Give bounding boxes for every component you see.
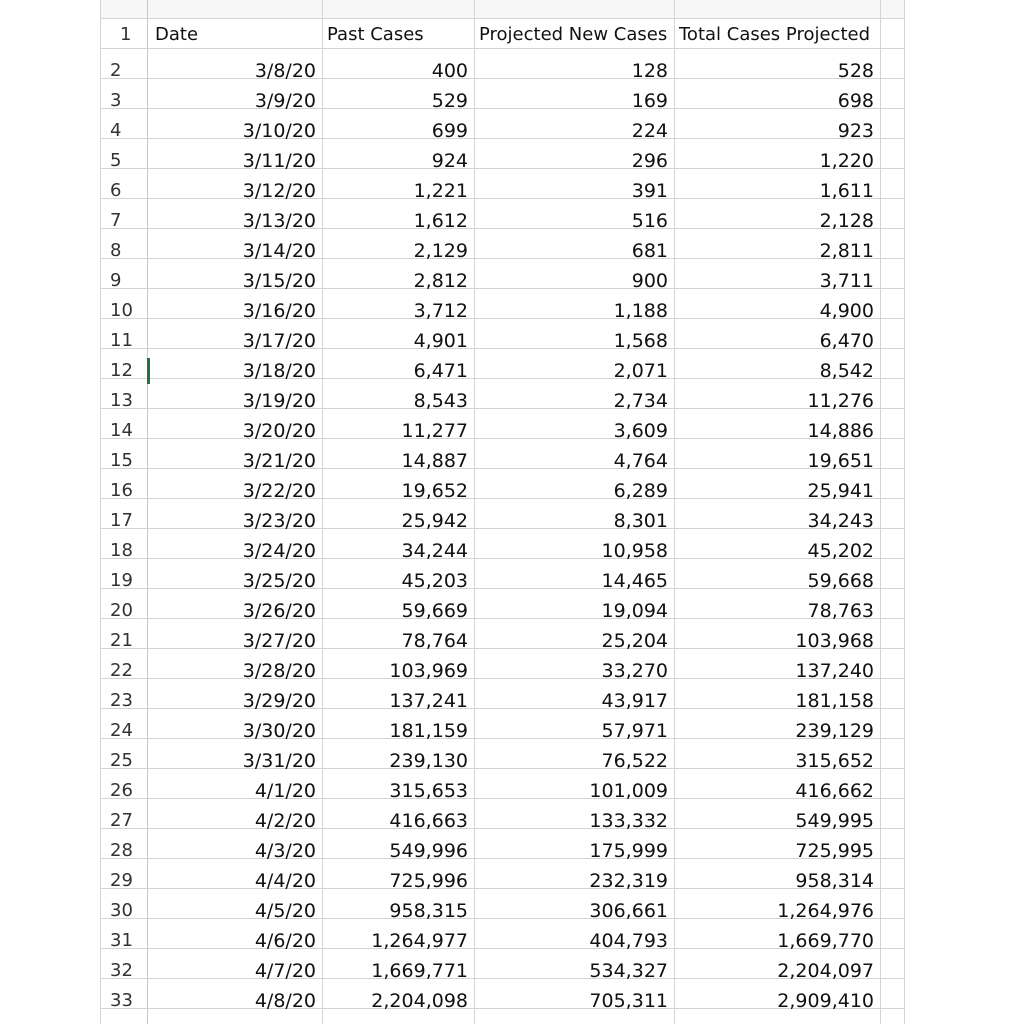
cell-past-cases[interactable]: 315,653 <box>389 780 468 802</box>
cell-date[interactable]: 3/30/20 <box>242 720 316 742</box>
cell-past-cases[interactable]: 699 <box>431 120 468 142</box>
cell-date[interactable]: 4/1/20 <box>254 780 316 802</box>
cell-total-cases-projected[interactable]: 1,611 <box>819 180 874 202</box>
cell-total-cases-projected[interactable]: 181,158 <box>795 690 874 712</box>
row-header[interactable]: 9 <box>110 270 122 291</box>
cell-date[interactable]: 3/21/20 <box>242 450 316 472</box>
selected-row-marker <box>147 358 150 384</box>
cell-date[interactable]: 4/3/20 <box>254 840 316 862</box>
header-cell-projected-new-cases[interactable]: Projected New Cases <box>479 24 668 45</box>
cell-date[interactable]: 3/10/20 <box>242 120 316 142</box>
row-header[interactable]: 2 <box>110 60 122 81</box>
cell-date[interactable]: 3/24/20 <box>242 540 316 562</box>
cell-projected-new-cases[interactable]: 43,917 <box>601 690 668 712</box>
cell-projected-new-cases[interactable]: 534,327 <box>589 960 668 982</box>
cell-date[interactable]: 3/14/20 <box>242 240 316 262</box>
cell-date[interactable]: 3/23/20 <box>242 510 316 532</box>
cell-past-cases[interactable]: 239,130 <box>389 750 468 772</box>
cell-total-cases-projected[interactable]: 958,314 <box>795 870 874 892</box>
row-header[interactable]: 28 <box>110 840 133 861</box>
row-header[interactable]: 10 <box>110 300 133 321</box>
cell-date[interactable]: 3/18/20 <box>242 360 316 382</box>
cell-past-cases[interactable]: 78,764 <box>401 630 468 652</box>
cell-projected-new-cases[interactable]: 175,999 <box>589 840 668 862</box>
row-header[interactable]: 5 <box>110 150 122 171</box>
cell-past-cases[interactable]: 3,712 <box>413 300 468 322</box>
row-header[interactable]: 19 <box>110 570 133 591</box>
cell-projected-new-cases[interactable]: 133,332 <box>589 810 668 832</box>
row-header[interactable]: 22 <box>110 660 133 681</box>
cell-past-cases[interactable]: 529 <box>431 90 468 112</box>
row-header[interactable]: 32 <box>110 960 133 981</box>
cell-projected-new-cases[interactable]: 296 <box>631 150 668 172</box>
row-header[interactable]: 12 <box>110 360 133 381</box>
cell-projected-new-cases[interactable]: 169 <box>631 90 668 112</box>
cell-projected-new-cases[interactable]: 6,289 <box>613 480 668 502</box>
cell-projected-new-cases[interactable]: 1,568 <box>613 330 668 352</box>
cell-date[interactable]: 4/8/20 <box>254 990 316 1012</box>
cell-date[interactable]: 3/11/20 <box>242 150 316 172</box>
cell-projected-new-cases[interactable]: 516 <box>631 210 668 232</box>
cell-projected-new-cases[interactable]: 14,465 <box>601 570 668 592</box>
cell-total-cases-projected[interactable]: 1,220 <box>819 150 874 172</box>
cell-projected-new-cases[interactable]: 10,958 <box>601 540 668 562</box>
cell-past-cases[interactable]: 4,901 <box>413 330 468 352</box>
cell-total-cases-projected[interactable]: 1,264,976 <box>777 900 874 922</box>
cell-total-cases-projected[interactable]: 416,662 <box>795 780 874 802</box>
row-header[interactable]: 11 <box>110 330 133 351</box>
row-header[interactable]: 17 <box>110 510 133 531</box>
cell-total-cases-projected[interactable]: 1,669,770 <box>777 930 874 952</box>
cell-past-cases[interactable]: 14,887 <box>401 450 468 472</box>
cell-past-cases[interactable]: 2,204,098 <box>371 990 468 1012</box>
cell-past-cases[interactable]: 45,203 <box>401 570 468 592</box>
row-header[interactable]: 18 <box>110 540 133 561</box>
cell-date[interactable]: 3/8/20 <box>254 60 316 82</box>
cell-total-cases-projected[interactable]: 725,995 <box>795 840 874 862</box>
cell-date[interactable]: 3/19/20 <box>242 390 316 412</box>
cell-total-cases-projected[interactable]: 59,668 <box>807 570 874 592</box>
cell-past-cases[interactable]: 924 <box>431 150 468 172</box>
column-header-strip <box>100 0 904 18</box>
row-header[interactable]: 13 <box>110 390 133 411</box>
cell-total-cases-projected[interactable]: 25,941 <box>807 480 874 502</box>
cell-projected-new-cases[interactable]: 705,311 <box>589 990 668 1012</box>
row-header[interactable]: 14 <box>110 420 133 441</box>
column-divider <box>904 0 905 1024</box>
row-header[interactable]: 7 <box>110 210 122 231</box>
cell-projected-new-cases[interactable]: 2,734 <box>613 390 668 412</box>
header-cell-date[interactable]: Date <box>155 24 199 45</box>
cell-past-cases[interactable]: 1,264,977 <box>371 930 468 952</box>
cell-projected-new-cases[interactable]: 3,609 <box>613 420 668 442</box>
cell-past-cases[interactable]: 725,996 <box>389 870 468 892</box>
cell-date[interactable]: 3/29/20 <box>242 690 316 712</box>
cell-date[interactable]: 4/6/20 <box>254 930 316 952</box>
cell-projected-new-cases[interactable]: 33,270 <box>601 660 668 682</box>
cell-past-cases[interactable]: 1,612 <box>413 210 468 232</box>
cell-total-cases-projected[interactable]: 2,204,097 <box>777 960 874 982</box>
cell-total-cases-projected[interactable]: 4,900 <box>819 300 874 322</box>
cell-past-cases[interactable]: 25,942 <box>401 510 468 532</box>
row-header[interactable]: 3 <box>110 90 122 111</box>
cell-projected-new-cases[interactable]: 25,204 <box>601 630 668 652</box>
cell-projected-new-cases[interactable]: 900 <box>631 270 668 292</box>
cell-past-cases[interactable]: 59,669 <box>401 600 468 622</box>
cell-past-cases[interactable]: 19,652 <box>401 480 468 502</box>
row-header-1[interactable]: 1 <box>120 24 132 45</box>
row-header[interactable]: 16 <box>110 480 133 501</box>
cell-past-cases[interactable]: 34,244 <box>401 540 468 562</box>
cell-date[interactable]: 3/13/20 <box>242 210 316 232</box>
row-header[interactable]: 20 <box>110 600 133 621</box>
row-header[interactable]: 23 <box>110 690 133 711</box>
row-header[interactable]: 8 <box>110 240 122 261</box>
header-cell-past-cases[interactable]: Past Cases <box>327 24 424 45</box>
row-header[interactable]: 24 <box>110 720 133 741</box>
cell-date[interactable]: 3/25/20 <box>242 570 316 592</box>
cell-projected-new-cases[interactable]: 2,071 <box>613 360 668 382</box>
cell-date[interactable]: 4/2/20 <box>254 810 316 832</box>
cell-projected-new-cases[interactable]: 57,971 <box>601 720 668 742</box>
cell-date[interactable]: 3/20/20 <box>242 420 316 442</box>
cell-total-cases-projected[interactable]: 923 <box>837 120 874 142</box>
cell-past-cases[interactable]: 1,669,771 <box>371 960 468 982</box>
row-header[interactable]: 30 <box>110 900 133 921</box>
cell-past-cases[interactable]: 2,812 <box>413 270 468 292</box>
row-header[interactable]: 26 <box>110 780 133 801</box>
cell-past-cases[interactable]: 103,969 <box>389 660 468 682</box>
cell-projected-new-cases[interactable]: 232,319 <box>589 870 668 892</box>
cell-total-cases-projected[interactable]: 11,276 <box>807 390 874 412</box>
cell-past-cases[interactable]: 8,543 <box>413 390 468 412</box>
row-header[interactable]: 31 <box>110 930 133 951</box>
column-divider <box>100 0 101 1024</box>
cell-date[interactable]: 3/27/20 <box>242 630 316 652</box>
cell-total-cases-projected[interactable]: 315,652 <box>795 750 874 772</box>
cell-projected-new-cases[interactable]: 391 <box>631 180 668 202</box>
row-header[interactable]: 4 <box>110 120 122 141</box>
cell-projected-new-cases[interactable]: 8,301 <box>613 510 668 532</box>
cell-date[interactable]: 3/22/20 <box>242 480 316 502</box>
cell-projected-new-cases[interactable]: 306,661 <box>589 900 668 922</box>
row-divider <box>100 18 904 19</box>
cell-total-cases-projected[interactable]: 698 <box>837 90 874 112</box>
cell-total-cases-projected[interactable]: 137,240 <box>795 660 874 682</box>
cell-date[interactable]: 3/12/20 <box>242 180 316 202</box>
cell-projected-new-cases[interactable]: 19,094 <box>601 600 668 622</box>
cell-total-cases-projected[interactable]: 103,968 <box>795 630 874 652</box>
cell-total-cases-projected[interactable]: 78,763 <box>807 600 874 622</box>
cell-past-cases[interactable]: 6,471 <box>413 360 468 382</box>
cell-projected-new-cases[interactable]: 1,188 <box>613 300 668 322</box>
cell-past-cases[interactable]: 549,996 <box>389 840 468 862</box>
cell-total-cases-projected[interactable]: 239,129 <box>795 720 874 742</box>
cell-past-cases[interactable]: 1,221 <box>413 180 468 202</box>
cell-date[interactable]: 4/5/20 <box>254 900 316 922</box>
cell-date[interactable]: 4/7/20 <box>254 960 316 982</box>
cell-total-cases-projected[interactable]: 34,243 <box>807 510 874 532</box>
cell-projected-new-cases[interactable]: 76,522 <box>601 750 668 772</box>
header-cell-total-cases-projected[interactable]: Total Cases Projected <box>679 24 870 45</box>
row-header[interactable]: 15 <box>110 450 133 471</box>
cell-date[interactable]: 3/15/20 <box>242 270 316 292</box>
cell-total-cases-projected[interactable]: 19,651 <box>807 450 874 472</box>
cell-date[interactable]: 3/31/20 <box>242 750 316 772</box>
cell-past-cases[interactable]: 181,159 <box>389 720 468 742</box>
cell-past-cases[interactable]: 416,663 <box>389 810 468 832</box>
cell-total-cases-projected[interactable]: 2,128 <box>819 210 874 232</box>
cell-projected-new-cases[interactable]: 404,793 <box>589 930 668 952</box>
row-header[interactable]: 27 <box>110 810 133 831</box>
cell-total-cases-projected[interactable]: 3,711 <box>819 270 874 292</box>
cell-total-cases-projected[interactable]: 6,470 <box>819 330 874 352</box>
cell-date[interactable]: 3/16/20 <box>242 300 316 322</box>
row-header[interactable]: 6 <box>110 180 122 201</box>
cell-total-cases-projected[interactable]: 549,995 <box>795 810 874 832</box>
cell-date[interactable]: 4/4/20 <box>254 870 316 892</box>
cell-projected-new-cases[interactable]: 681 <box>631 240 668 262</box>
row-header[interactable]: 29 <box>110 870 133 891</box>
row-header[interactable]: 21 <box>110 630 133 651</box>
cell-total-cases-projected[interactable]: 8,542 <box>819 360 874 382</box>
cell-date[interactable]: 3/17/20 <box>242 330 316 352</box>
cell-total-cases-projected[interactable]: 2,909,410 <box>777 990 874 1012</box>
cell-past-cases[interactable]: 2,129 <box>413 240 468 262</box>
cell-past-cases[interactable]: 11,277 <box>401 420 468 442</box>
cell-date[interactable]: 3/28/20 <box>242 660 316 682</box>
cell-total-cases-projected[interactable]: 14,886 <box>807 420 874 442</box>
cell-past-cases[interactable]: 400 <box>431 60 468 82</box>
cell-projected-new-cases[interactable]: 4,764 <box>613 450 668 472</box>
cell-total-cases-projected[interactable]: 528 <box>837 60 874 82</box>
row-header[interactable]: 25 <box>110 750 133 771</box>
cell-projected-new-cases[interactable]: 224 <box>631 120 668 142</box>
row-header[interactable]: 33 <box>110 990 133 1011</box>
cell-date[interactable]: 3/9/20 <box>254 90 316 112</box>
cell-projected-new-cases[interactable]: 128 <box>631 60 668 82</box>
cell-total-cases-projected[interactable]: 45,202 <box>807 540 874 562</box>
cell-past-cases[interactable]: 958,315 <box>389 900 468 922</box>
cell-past-cases[interactable]: 137,241 <box>389 690 468 712</box>
cell-projected-new-cases[interactable]: 101,009 <box>589 780 668 802</box>
cell-total-cases-projected[interactable]: 2,811 <box>819 240 874 262</box>
cell-date[interactable]: 3/26/20 <box>242 600 316 622</box>
column-divider <box>880 0 881 1024</box>
